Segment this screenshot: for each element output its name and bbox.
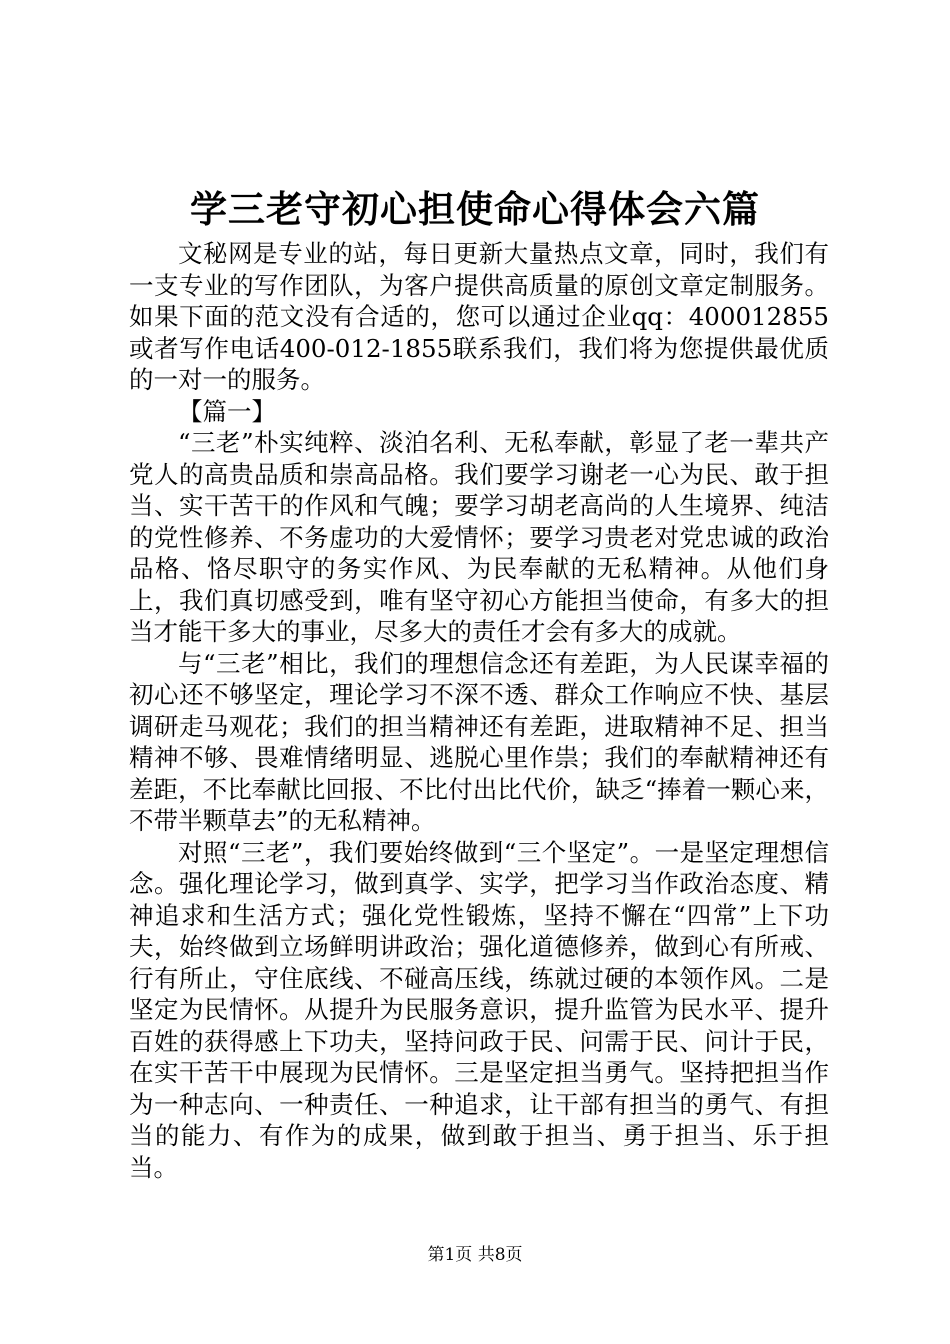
intro-paragraph: 文秘网是专业的站，每日更新大量热点文章，同时，我们有一支专业的写作团队，为客户提供高质量的原创文章定制服务。如果下面的范文没有合适的，您可以通过企业qq：400012855或者写作电话400-012-1855联系我们，我们将为您提供最优质的一对一的服务。: [129, 239, 829, 394]
body-paragraph: 与“三老”相比，我们的理想信念还有差距，为人民谋幸福的初心还不够坚定，理论学习不深不透、群众工作响应不快、基层调研走马观花；我们的担当精神还有差距，进取精神不足、担当精神不够、畏难情绪明显、逃脱心里作祟；我们的奉献精神还有差距，不比奉献比回报、不比付出比代价，缺乏“捧着一颗心来，不带半颗草去”的无私精神。: [129, 648, 829, 835]
body-paragraph: “三老”朴实纯粹、淡泊名利、无私奉献，彰显了老一辈共产党人的高贵品质和崇高品格。我们要学习谢老一心为民、敢于担当、实干苦干的作风和气魄；要学习胡老高尚的人生境界、纯洁的党性修养、不务虚功的大爱情怀；要学习贵老对党忠诚的政治品格、恪尽职守的务实作风、为民奉献的无私精神。从他们身上，我们真切感受到，唯有坚守初心方能担当使命，有多大的担当才能干多大的事业，尽多大的责任才会有多大的成就。: [129, 428, 829, 646]
document-title: 学三老守初心担使命心得体会六篇: [190, 187, 760, 231]
section-heading: 【篇一】: [178, 396, 276, 426]
body-paragraph: 对照“三老”，我们要始终做到“三个坚定”。一是坚定理想信念。强化理论学习，做到真学、实学，把学习当作政治态度、精神追求和生活方式；强化党性锻炼，坚持不懈在“四常”上下功夫，始终做到立场鲜明讲政治；强化道德修养，做到心有所戒、行有所止，守住底线、不碰高压线，练就过硬的本领作风。二是坚定为民情怀。从提升为民服务意识，提升监管为民水平、提升百姓的获得感上下功夫，坚持问政于民、问需于民、问计于民，在实干苦干中展现为民情怀。三是坚定担当勇气。坚持把担当作为一种志向、一种责任、一种追求，让干部有担当的勇气、有担当的能力、有作为的成果，做到敢于担当、勇于担当、乐于担当。: [129, 837, 829, 1182]
document-body: [129, 238, 829, 1183]
page-number: 第1页 共8页: [427, 1245, 523, 1265]
